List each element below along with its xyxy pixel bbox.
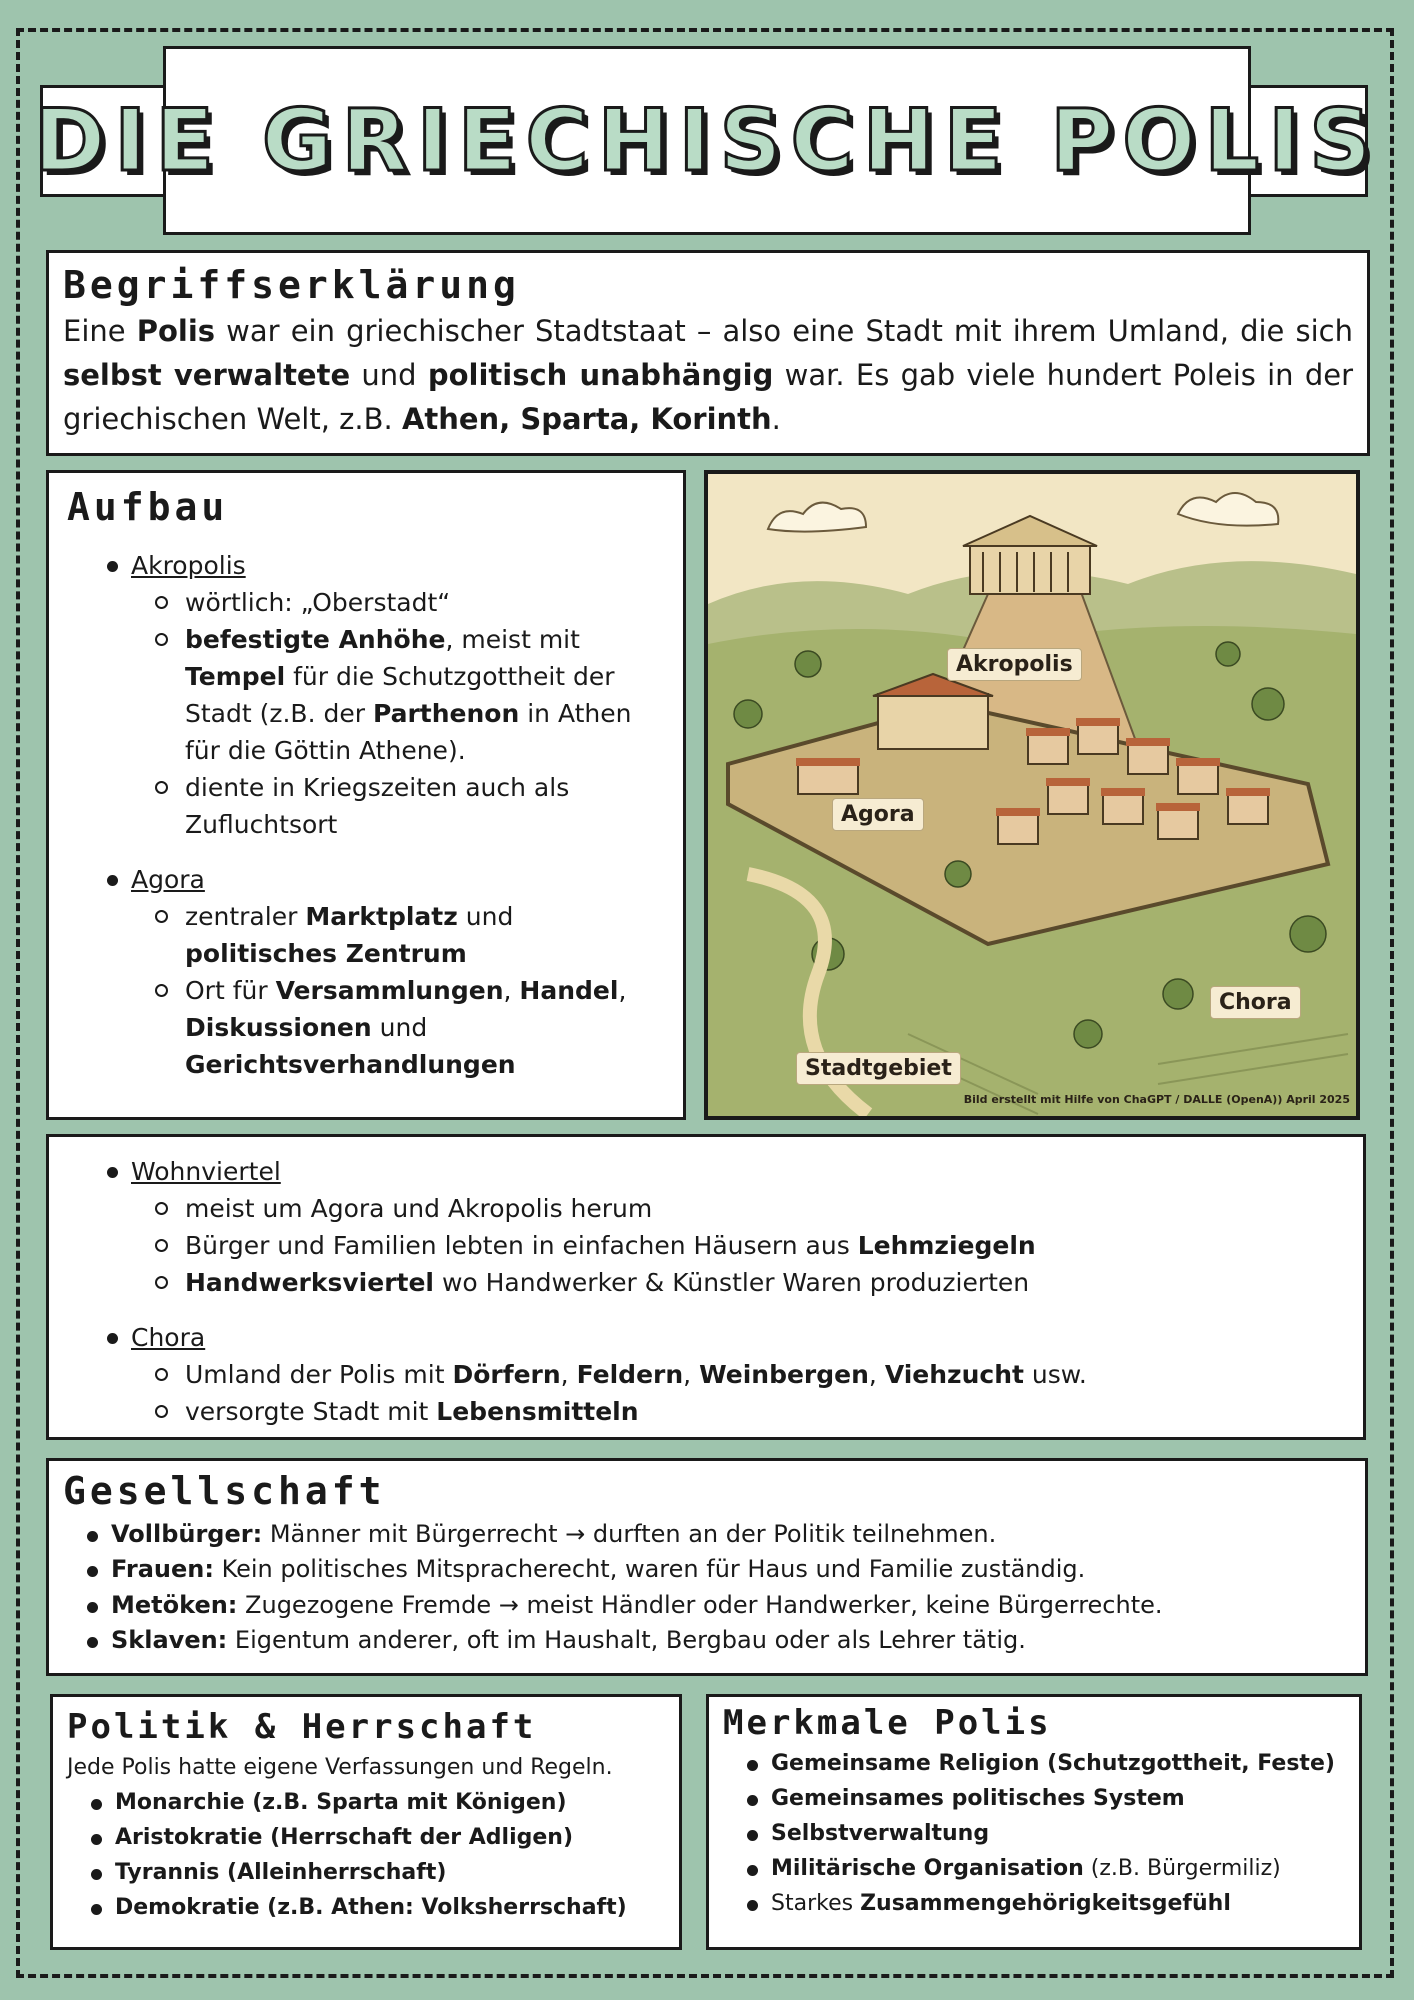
text-span: in Athen für die Göttin Athene).	[185, 698, 632, 765]
text-span: Kein politisches Mitspracherecht, waren für Haus und Familie zuständig.	[213, 1555, 1086, 1584]
text-span: ,	[503, 975, 520, 1005]
merkmale-box	[706, 1694, 1362, 1950]
label-akropolis: Akropolis	[947, 648, 1082, 681]
merkmale-list	[737, 1746, 1345, 1921]
bold-span: Lehmziegeln	[857, 1231, 1036, 1260]
text-span: Männer mit Bürgerrecht → durften an der Politik teilnehmen.	[262, 1519, 997, 1548]
sub-list	[151, 1190, 1343, 1301]
text-span: , meist mit	[445, 624, 580, 654]
text-span: Ort für	[185, 975, 276, 1005]
label-chora: Chora	[1210, 986, 1301, 1019]
politik-list	[81, 1785, 665, 1925]
chora-label: Chora	[131, 1323, 206, 1352]
bold-span: Demokratie (z.B. Athen: Volksherrschaft)	[115, 1895, 627, 1921]
text-span: für die Schutzgottheit der Stadt (z.B. der	[185, 661, 615, 728]
aufbau-heading: Aufbau	[67, 485, 229, 529]
label-stadtgebiet: Stadtgebiet	[796, 1052, 961, 1085]
bold-span: Feldern	[576, 1360, 684, 1389]
text-span: und	[350, 357, 428, 392]
text-span: wo Handwerker & Künstler Waren produzierten	[434, 1268, 1030, 1297]
bold-span: Handwerksviertel	[185, 1268, 434, 1297]
text-span: usw.	[1023, 1360, 1087, 1389]
list-item	[737, 1851, 1345, 1886]
bold-span: befestigte Anhöhe	[185, 624, 446, 654]
aufbau-list	[97, 547, 663, 1083]
polis-illustration-drawing	[708, 474, 1356, 1116]
list-item	[77, 1588, 1347, 1624]
bold-span: Parthenon	[372, 698, 520, 728]
gesellschaft-heading: Gesellschaft	[63, 1469, 386, 1513]
bold-span: Tyrannis (Alleinherrschaft)	[115, 1860, 447, 1886]
text-span: war. Es gab viele hundert Poleis in der griechischen Welt, z.B.	[63, 357, 1354, 436]
list-item	[97, 547, 663, 843]
list-item	[737, 1746, 1345, 1781]
wohn-chora-list	[97, 1153, 1343, 1430]
bold-span: Gemeinsames politisches System	[771, 1786, 1185, 1812]
bold-span: Monarchie (z.B. Sparta mit Königen)	[115, 1790, 567, 1816]
wohnviertel-label: Wohnviertel	[131, 1157, 281, 1186]
bold-span: Gemeinsame Religion (Schutzgottheit, Feste)	[771, 1751, 1335, 1777]
polis-illustration	[704, 470, 1360, 1120]
title-box	[33, 46, 1381, 235]
page-title: DIE GRIECHISCHE POLIS	[33, 90, 1381, 191]
text-span: Umland der Polis mit	[185, 1360, 453, 1389]
definition-heading: Begriffserklärung	[63, 263, 520, 307]
bold-span: Sklaven:	[111, 1626, 228, 1655]
text-span: ,	[618, 975, 627, 1005]
text-span: versorgte Stadt mit	[185, 1397, 437, 1426]
bold-span: Dörfern	[452, 1360, 561, 1389]
list-item	[81, 1855, 665, 1890]
list-item	[737, 1816, 1345, 1851]
bold-span: politisch unabhängig	[427, 357, 774, 392]
politik-box	[50, 1694, 682, 1950]
list-item	[97, 1153, 1343, 1301]
list-item: meist um Agora und Akropolis herum	[151, 1190, 1343, 1227]
text-span: und	[457, 901, 514, 931]
text-span: ,	[683, 1360, 700, 1389]
text-span: war ein griechischer Stadtstaat – also eine Stadt mit ihrem Umland, die sich	[215, 313, 1353, 348]
sub-list	[151, 1356, 1343, 1430]
list-item	[151, 1264, 1343, 1301]
list-item	[97, 1319, 1343, 1430]
bold-span: Aristokratie (Herrschaft der Adligen)	[115, 1825, 574, 1851]
text-span: Eine	[63, 313, 137, 348]
text-span: (z.B. Bürgermiliz)	[1083, 1856, 1281, 1882]
bold-span: selbst verwaltete	[63, 357, 351, 392]
bold-span: Selbstverwaltung	[771, 1821, 990, 1847]
list-item	[81, 1820, 665, 1855]
agora-label: Agora	[131, 864, 205, 894]
sub-list	[151, 584, 663, 843]
list-item	[97, 861, 663, 1083]
list-item	[77, 1552, 1347, 1588]
politik-intro: Jede Polis hatte eigene Verfassungen und Regeln.	[67, 1755, 613, 1781]
list-item	[77, 1623, 1347, 1659]
image-credit: Bild erstellt mit Hilfe von ChaGPT / DALLE (OpenA)) April 2025	[963, 1093, 1350, 1106]
bold-span: Handel	[519, 975, 619, 1005]
list-item	[81, 1785, 665, 1820]
list-item	[737, 1886, 1345, 1921]
bold-span: Weinbergen	[699, 1360, 869, 1389]
bold-span: Zusammengehörigkeitsgefühl	[860, 1891, 1231, 1917]
list-item	[81, 1890, 665, 1925]
bold-span: Metöken:	[111, 1590, 238, 1619]
bold-span: Athen, Sparta, Korinth	[401, 401, 772, 436]
definition-text	[63, 309, 1353, 441]
bold-span: politisches Zentrum	[185, 938, 467, 968]
text-span: Zugezogene Fremde → meist Händler oder Handwerker, keine Bürgerrechte.	[237, 1590, 1163, 1619]
list-item	[77, 1517, 1347, 1553]
bold-span: Militärische Organisation	[771, 1856, 1084, 1882]
text-span: Bürger und Familien lebten in einfachen Häusern aus	[185, 1231, 858, 1260]
bold-span: Vollbürger:	[111, 1519, 263, 1548]
list-item	[151, 1227, 1343, 1264]
merkmale-heading: Merkmale Polis	[723, 1703, 1052, 1743]
bold-span: Viehzucht	[884, 1360, 1024, 1389]
text-span: Starkes	[771, 1891, 861, 1917]
sub-list	[151, 898, 663, 1083]
bold-span: Marktplatz	[305, 901, 458, 931]
akropolis-label: Akropolis	[131, 550, 246, 580]
list-item: wörtlich: „Oberstadt“	[151, 584, 663, 621]
gesellschaft-list	[77, 1517, 1347, 1659]
label-agora: Agora	[832, 798, 924, 831]
list-item	[737, 1781, 1345, 1816]
list-item	[151, 1393, 1343, 1430]
text-span: ,	[868, 1360, 885, 1389]
list-item	[151, 621, 663, 769]
list-item	[151, 972, 663, 1083]
bold-span: Versammlungen	[275, 975, 504, 1005]
text-span: ,	[560, 1360, 577, 1389]
bold-span: Gerichtsverhandlungen	[185, 1049, 516, 1079]
definition-box	[46, 250, 1370, 456]
text-span: und	[371, 1012, 428, 1042]
wohn-chora-box	[46, 1134, 1366, 1440]
bold-span: Tempel	[185, 661, 286, 691]
list-item	[151, 898, 663, 972]
list-item	[151, 1356, 1343, 1393]
aufbau-box	[46, 470, 686, 1120]
text-span: zentraler	[185, 901, 306, 931]
gesellschaft-box	[46, 1458, 1368, 1676]
list-item: diente in Kriegszeiten auch als Zufluchtsort	[151, 769, 663, 843]
bold-span: Lebensmitteln	[436, 1397, 639, 1426]
bold-span: Polis	[136, 313, 216, 348]
text-span: Eigentum anderer, oft im Haushalt, Bergbau oder als Lehrer tätig.	[227, 1626, 1026, 1655]
bold-span: Frauen:	[111, 1555, 214, 1584]
bold-span: Diskussionen	[185, 1012, 372, 1042]
text-span: .	[771, 401, 781, 436]
politik-heading: Politik & Herrschaft	[67, 1707, 537, 1747]
